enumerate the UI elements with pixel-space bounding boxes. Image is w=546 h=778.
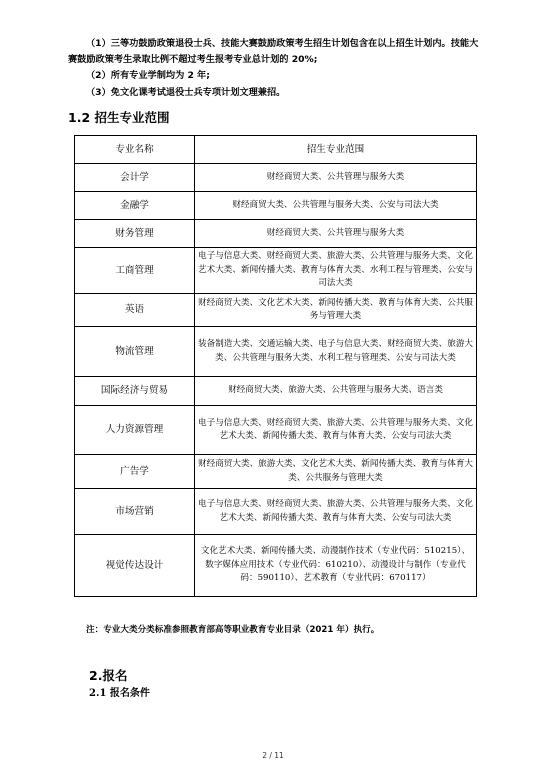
major-scope: 财经商贸大类、公共管理与服务大类 [195, 164, 477, 192]
table-row [75, 164, 477, 192]
table-row [75, 192, 477, 220]
paragraph-policy-3: （3）免文化课考试退役士兵专项计划文理兼招。 [86, 87, 286, 98]
paragraph-policy-2: （2）所有专业学制均为 2 年; [86, 70, 210, 81]
table-row [75, 248, 477, 294]
major-name: 视觉传达设计 [75, 535, 195, 597]
major-name: 国际经济与贸易 [75, 377, 195, 406]
major-name: 物流管理 [75, 327, 195, 377]
major-name: 英语 [75, 294, 195, 327]
table-note: 注：专业大类分类标准参照教育部高等职业教育专业目录（2021 年）执行。 [86, 625, 380, 635]
major-scope: 财经商贸大类、公共管理与服务大类 [195, 220, 477, 248]
majors-scope-table [74, 135, 477, 597]
major-scope: 电子与信息大类、财经商贸大类、旅游大类、公共管理与服务大类、文化艺术大类、新闻传播大类、教育与体育大类、水利工程与管理类、公安与司法大类 [195, 248, 477, 294]
table-header-major: 专业名称 [75, 136, 195, 164]
major-name: 会计学 [75, 164, 195, 192]
page-number: 2 / 11 [262, 751, 284, 760]
major-name: 广告学 [75, 455, 195, 489]
table-row [75, 377, 477, 406]
major-scope: 财经商贸大类、旅游大类、公共管理与服务大类、语言类 [195, 377, 477, 406]
major-scope: 财经商贸大类、公共管理与服务大类、公安与司法大类 [195, 192, 477, 220]
major-name: 人力资源管理 [75, 406, 195, 455]
major-scope: 财经商贸大类、旅游大类、文化艺术大类、新闻传播大类、教育与体育大类、公共服务与管理大类 [195, 455, 477, 489]
table-row [75, 294, 477, 327]
table-row [75, 406, 477, 455]
table-row [75, 455, 477, 489]
subsection-title-registration-conditions: 2.1 报名条件 [89, 688, 150, 699]
table-row [75, 327, 477, 377]
table-row [75, 489, 477, 535]
section-title-registration: 2.报名 [89, 668, 128, 683]
major-name: 财务管理 [75, 220, 195, 248]
table-row [75, 535, 477, 597]
major-name: 工商管理 [75, 248, 195, 294]
major-name: 金融学 [75, 192, 195, 220]
paragraph-policy-1: （1）三等功鼓励政策退役士兵、技能大赛鼓励政策考生招生计划包含在以上招生计划内。技能大赛鼓励政策考生录取比例不超过考生报考专业总计划的 20%; [68, 38, 479, 65]
major-scope: 电子与信息大类、财经商贸大类、旅游大类、公共管理与服务大类、文化艺术大类、新闻传播大类、教育与体育大类、公安与司法大类 [195, 489, 477, 535]
major-scope: 财经商贸大类、文化艺术大类、新闻传播大类、教育与体育大类、公共服务与管理大类 [195, 294, 477, 327]
major-scope: 电子与信息大类、财经商贸大类、旅游大类、公共管理与服务大类、文化艺术大类、新闻传播大类、教育与体育大类、公安与司法大类 [195, 406, 477, 455]
major-name: 市场营销 [75, 489, 195, 535]
table-header-scope: 招生专业范围 [195, 136, 477, 164]
major-scope: 文化艺术大类、新闻传播大类、动漫制作技术（专业代码：510215）、数字媒体应用技术（专业代码：610210）、动漫设计与制作（专业代码：590110）、艺术教育（专业代码：670117） [195, 535, 477, 597]
table-header-row [75, 136, 477, 164]
major-scope: 装备制造大类、交通运输大类、电子与信息大类、财经商贸大类、旅游大类、公共管理与服务大类、水利工程与管理类、公安与司法大类 [195, 327, 477, 377]
section-title-majors-scope: 1.2 招生专业范围 [68, 110, 170, 125]
table-row [75, 220, 477, 248]
